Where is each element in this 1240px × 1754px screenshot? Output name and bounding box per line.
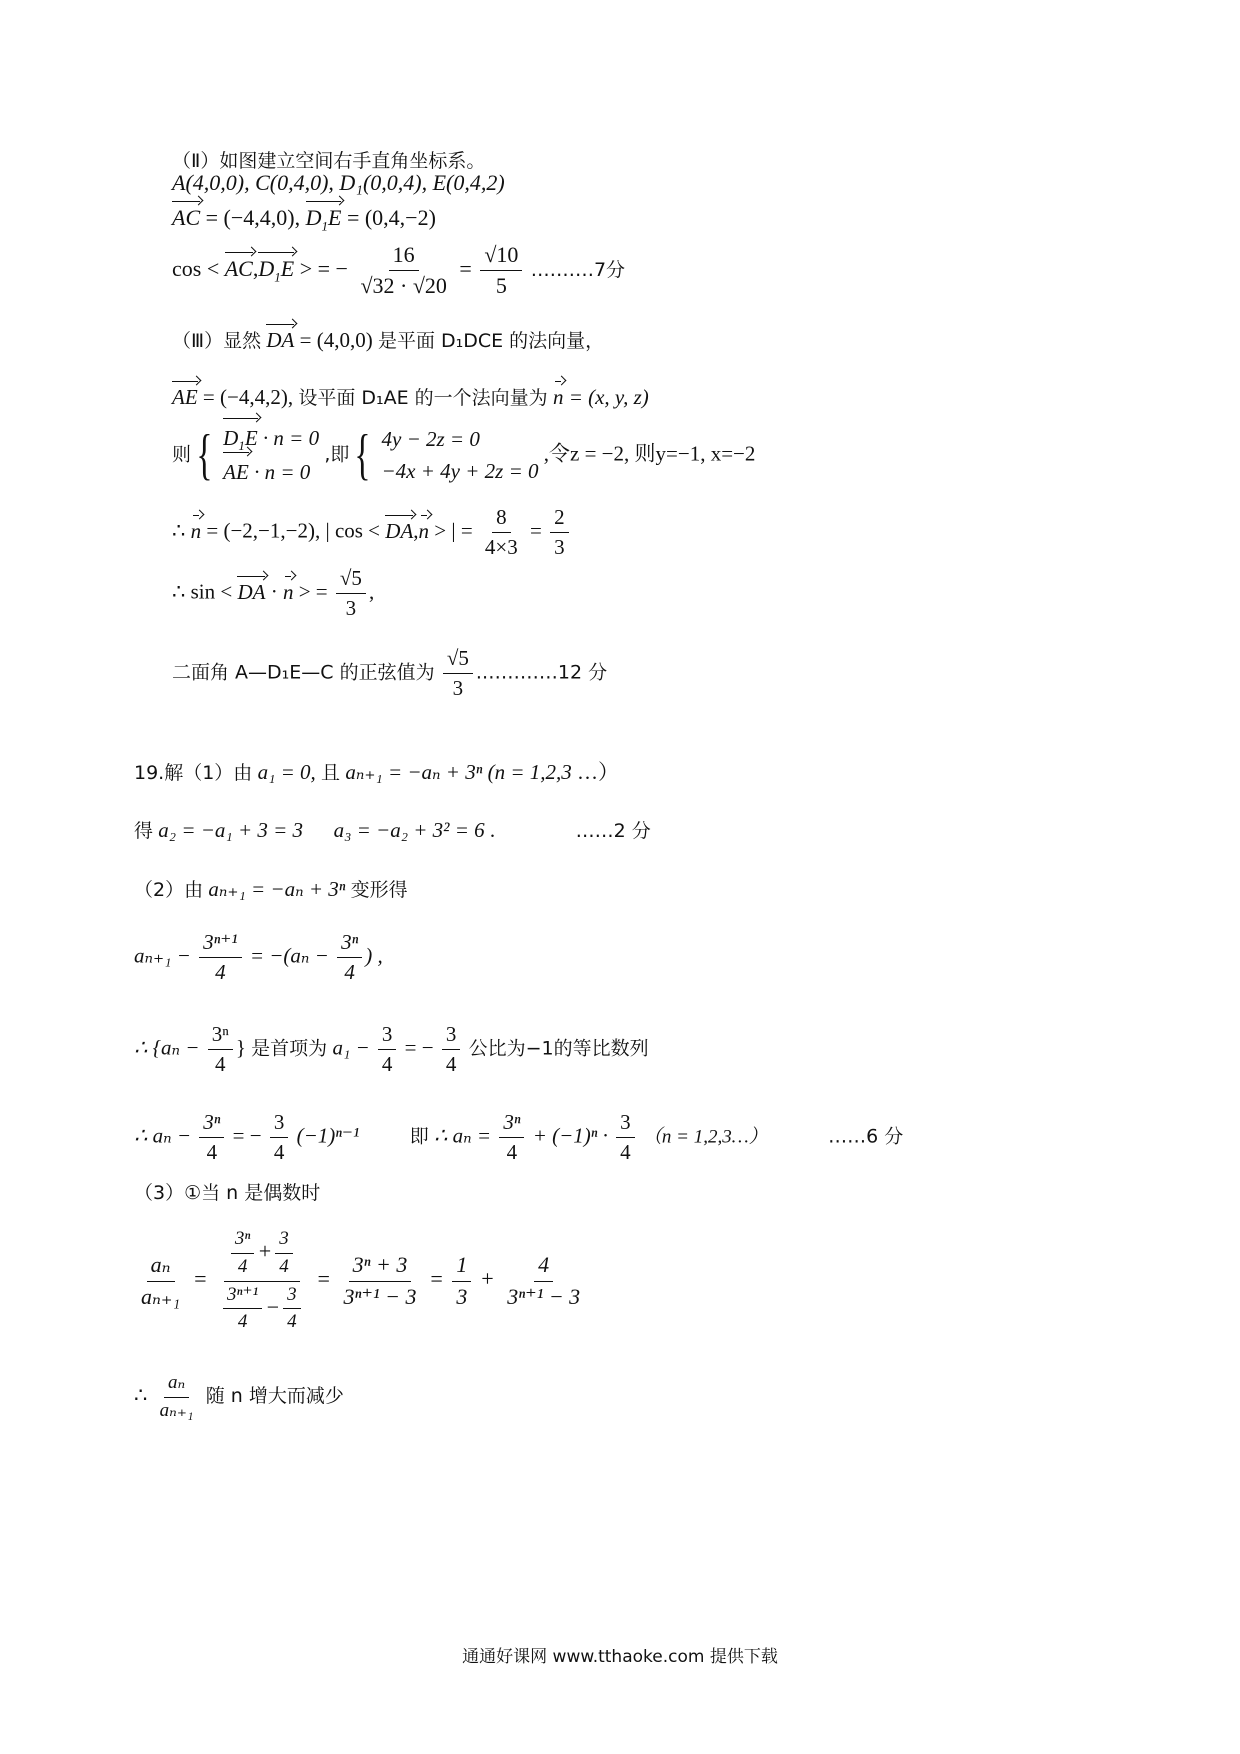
- l5-frac: [208, 1022, 233, 1077]
- left-brace-icon-2: {: [354, 424, 371, 487]
- system-ji: ,即: [324, 443, 350, 466]
- l8-bd-a: [223, 1284, 262, 1335]
- l8-bd-c: [283, 1284, 301, 1335]
- l6-frac2: [270, 1110, 289, 1165]
- q19-de: 得: [134, 820, 154, 842]
- l8-bd-minus: −: [265, 1293, 281, 1319]
- q19-and: 且: [321, 762, 341, 784]
- l4-end: ): [365, 943, 373, 968]
- l4-den2: 4: [344, 960, 355, 985]
- vector-ae: AE: [172, 385, 198, 409]
- l8-bdc: 3: [283, 1284, 301, 1310]
- sin-end: ,: [368, 579, 375, 604]
- vector-ac-2: AC: [224, 255, 253, 281]
- l8-eq3: =: [428, 1266, 444, 1292]
- score-7: .………7分: [530, 258, 626, 281]
- part3-sin-line: ∴ sin < DA · n > = $\frac{√5}{3}$ ,: [172, 566, 375, 621]
- l8-lhs: [137, 1252, 184, 1310]
- part3-line1: [172, 328, 604, 353]
- abs-cos-rden: 3: [554, 535, 565, 560]
- l8-f3: [452, 1252, 471, 1310]
- l6-d4: 4: [620, 1140, 631, 1165]
- system-right: [382, 423, 539, 488]
- l8-f2: [339, 1252, 420, 1310]
- l6-d3: 4: [506, 1140, 518, 1165]
- l5-fd2: 4: [445, 1052, 457, 1077]
- l6-n1: 3ⁿ: [199, 1110, 224, 1138]
- l8-bn-c: [275, 1228, 293, 1279]
- sin-den: 3: [345, 596, 357, 621]
- q19-part2-recurrence: aₙ₊₁ = −aₙ + 3ⁿ: [208, 877, 346, 901]
- l5-text1: 是首项为: [251, 1037, 328, 1060]
- system-eq1: · n = 0: [262, 426, 320, 450]
- part2-heading: （Ⅱ）如图建立空间右手直角坐标系。: [172, 150, 486, 172]
- vector-da-3: DA: [237, 579, 266, 604]
- l5-fn2: 3: [442, 1022, 461, 1050]
- l5-fd: 4: [381, 1052, 393, 1077]
- vector-d1e: $D_1E$: [305, 205, 342, 234]
- l6-eq: = −: [232, 1123, 262, 1148]
- system-r2: −4x + 4y + 2z = 0: [381, 459, 539, 484]
- system-eq2: · n = 0: [254, 460, 311, 485]
- l8-bnc: 3: [275, 1228, 293, 1254]
- system-r1: 4y − 2z = 0: [381, 426, 480, 451]
- l8-bdd: 4: [287, 1311, 297, 1333]
- vector-ac-value: = (−4,4,0),: [205, 205, 301, 230]
- l5-fn: 3: [378, 1022, 397, 1050]
- q19-line9: [134, 1372, 344, 1423]
- system-suffix: ,令z = −2, 则y=−1, x=−2: [543, 441, 756, 466]
- l4-a: aₙ₊₁ −: [134, 943, 191, 968]
- l8-f4: [503, 1252, 584, 1310]
- l4-frac1: [199, 930, 242, 985]
- dihedral-prefix: 二面角 A—D₁E—C 的正弦值为: [172, 661, 435, 684]
- q19-line6: [134, 1110, 903, 1165]
- page-footer: 通通好课网 www.tthaoke.com 提供下载: [462, 1647, 778, 1667]
- part2-coords: A(4,0,0), C(0,4,0), D₁(0,0,4), E(0,4,2): [172, 170, 505, 195]
- l5-text2: 公比为−1的等比数列: [468, 1037, 649, 1060]
- l6-plus: + (−1)ⁿ ·: [532, 1123, 608, 1148]
- q19-a2: a₂ = −a₁ + 3 = 3: [158, 818, 304, 842]
- l8-big-num: [224, 1228, 300, 1282]
- q19-line5: [134, 1022, 649, 1077]
- vector-ae-2: AE: [223, 456, 249, 489]
- cos-result-fraction: [480, 242, 522, 300]
- q19-prefix: 19.解（1）由: [134, 762, 253, 784]
- system-left: [223, 422, 319, 489]
- q19-line2: [134, 818, 651, 843]
- q19-l1-end: …）: [577, 760, 620, 784]
- sin-prefix: ∴ sin <: [172, 579, 233, 604]
- q19-a1: a₁ = 0,: [257, 760, 316, 784]
- l8-big-frac: [216, 1228, 308, 1334]
- part3-n-line: ∴ n = (−2,−1,−2), | cos < DA,n > | = $\frac{8}{4\times 3}$ = $\frac{2}{3}$: [172, 505, 572, 560]
- q19-a3: a₃ = −a₂ + 3² = 6: [333, 818, 485, 842]
- vector-da: DA: [266, 328, 295, 352]
- l8-f3d: 3: [456, 1283, 468, 1309]
- l8-bna: 3ⁿ: [231, 1228, 254, 1254]
- part3-normal-text: 是平面 D₁DCE 的法向量，: [377, 330, 605, 352]
- l8-f2d: 3ⁿ⁺¹ − 3: [343, 1283, 417, 1309]
- l8-f2n: 3ⁿ + 3: [349, 1252, 412, 1281]
- cos-result-denominator: 5: [495, 273, 507, 299]
- part2-vectors: [172, 205, 436, 234]
- left-brace-icon: {: [196, 424, 213, 487]
- l6-d1: 4: [206, 1140, 218, 1165]
- system-prefix: 则: [172, 443, 192, 466]
- cos-denominator: √32 · √20: [360, 273, 447, 299]
- vector-n: n: [552, 385, 564, 409]
- l5-den: 4: [215, 1052, 226, 1077]
- score-6: ……6 分: [828, 1125, 904, 1148]
- l6-frac1: [199, 1110, 224, 1165]
- l4-frac2: [337, 930, 362, 985]
- vector-n-value: = (−2,−1,−2), | cos <: [206, 518, 381, 543]
- l8-bdb: 4: [237, 1311, 248, 1333]
- dihedral-den: 3: [452, 676, 464, 701]
- cos-prefix: cos <: [172, 255, 220, 281]
- l5-close: }: [235, 1035, 246, 1060]
- abs-cos-rnum: 2: [550, 505, 569, 533]
- l6-d2: 4: [273, 1140, 285, 1165]
- vector-d1e-value: = (0,4,−2): [346, 205, 436, 230]
- l9-den: aₙ₊₁: [159, 1399, 194, 1421]
- l8-lhs-num: aₙ: [147, 1252, 175, 1281]
- l9-text: 随 n 增大而减少: [205, 1385, 344, 1408]
- l5-frac3: [442, 1022, 461, 1077]
- l6-frac4: [616, 1110, 635, 1165]
- q19-part2-suffix: 变形得: [350, 879, 408, 901]
- vector-ae-value: = (−4,4,2),: [202, 385, 294, 409]
- sin-num: √5: [336, 566, 366, 594]
- l6-n2: 3: [270, 1110, 289, 1138]
- l8-plus: +: [479, 1266, 495, 1292]
- dihedral-fraction: [443, 646, 473, 701]
- dihedral-num: √5: [443, 646, 473, 674]
- abs-cos-result: [550, 505, 569, 560]
- l8-big-den: [216, 1282, 308, 1335]
- vector-n-2: n: [190, 518, 202, 543]
- l4-mid: = −(aₙ −: [249, 943, 329, 968]
- part2-cos: $\cos < AC,D_1E$ > = − $\frac{16}{√32 \cdot √20}$ = $\frac{√10}{5}$ .………7分: [172, 242, 626, 299]
- l6-ji: 即: [409, 1125, 429, 1148]
- l4-num2: 3ⁿ: [337, 930, 362, 958]
- cos-numerator: 16: [389, 242, 419, 271]
- part3-prefix: （Ⅲ）显然: [172, 330, 262, 352]
- l6-pow: (−1)ⁿ⁻¹: [296, 1123, 360, 1148]
- l8-bnd: 4: [279, 1255, 289, 1277]
- score-12: .…………12 分: [475, 661, 608, 684]
- l5-frac2: [378, 1022, 397, 1077]
- part3-system: [172, 422, 755, 489]
- l8-bn-plus: +: [257, 1238, 273, 1264]
- l9-num: aₙ: [164, 1372, 189, 1398]
- l6-frac3: [499, 1110, 524, 1165]
- l4-num1: 3ⁿ⁺¹: [199, 930, 242, 958]
- l8-bda: 3ⁿ⁺¹: [223, 1284, 262, 1310]
- cos-mid: > = −: [299, 255, 348, 281]
- vector-n-4: n: [282, 579, 294, 604]
- vector-n-3: n: [418, 518, 430, 543]
- q19-part2-prefix: （2）由: [134, 879, 204, 901]
- vector-n-components: = (x, y, z): [568, 385, 649, 409]
- l8-bnb: 4: [237, 1255, 248, 1277]
- vector-ac: AC: [172, 205, 201, 230]
- l5-num: 3ⁿ: [208, 1022, 233, 1050]
- l6-n4: 3: [616, 1110, 635, 1138]
- cos-fraction: [356, 242, 450, 300]
- l9-prefix: ∴: [134, 1383, 148, 1408]
- sin-mid: > =: [298, 579, 328, 604]
- abs-cos-num: 8: [492, 505, 511, 533]
- l8-lhs-den: aₙ₊₁: [141, 1283, 181, 1309]
- part3-dihedral: [172, 646, 607, 701]
- l8-eq2: =: [316, 1266, 331, 1292]
- l4-comma: ,: [377, 943, 383, 968]
- vector-d1e-2: $D_1E$: [258, 255, 295, 285]
- l6-prefix: ∴ aₙ −: [134, 1123, 192, 1148]
- l6-n3: 3ⁿ: [499, 1110, 524, 1138]
- l8-f4d: 3ⁿ⁺¹ − 3: [507, 1283, 581, 1309]
- normal-vector-text: 设平面 D₁AE 的一个法向量为: [298, 387, 548, 409]
- vector-da-2: DA: [385, 518, 414, 543]
- q19-line7: （3）①当 n 是偶数时: [134, 1182, 321, 1204]
- abs-cos-fraction: [481, 505, 522, 560]
- l5-prefix: ∴ {aₙ −: [134, 1035, 200, 1060]
- vector-da-value: = (4,0,0): [299, 328, 373, 352]
- vector-d1e-3: $D_1E$: [223, 422, 258, 456]
- l9-frac: [156, 1372, 198, 1423]
- therefore-1: ∴: [172, 518, 186, 543]
- q19-recurrence: aₙ₊₁ = −aₙ + 3ⁿ (n = 1,2,3: [345, 760, 572, 784]
- l8-bn-a: [231, 1228, 254, 1279]
- q19-line3: [134, 877, 408, 902]
- l8-f4n: 4: [534, 1252, 553, 1281]
- l8-eq: =: [192, 1266, 208, 1292]
- l4-den1: 4: [215, 960, 226, 985]
- l8-f3n: 1: [452, 1252, 471, 1281]
- q19-line1: [134, 760, 619, 785]
- abs-cos-den: 4×3: [484, 535, 518, 560]
- score-2: ……2 分: [575, 820, 651, 842]
- q19-line4: [134, 930, 383, 985]
- cos-result-numerator: √10: [480, 242, 522, 271]
- l5-eq: = −: [404, 1035, 434, 1060]
- q19-line8: [134, 1228, 587, 1334]
- part3-line2: [172, 385, 649, 410]
- l6-range: （n = 1,2,3…）: [642, 1126, 768, 1148]
- sin-fraction: [336, 566, 366, 621]
- l6-res: ∴ aₙ =: [434, 1123, 492, 1148]
- abs-cos-end: > | =: [434, 518, 473, 543]
- l5-a1: a₁ −: [332, 1035, 370, 1060]
- q19-dot: .: [489, 818, 496, 842]
